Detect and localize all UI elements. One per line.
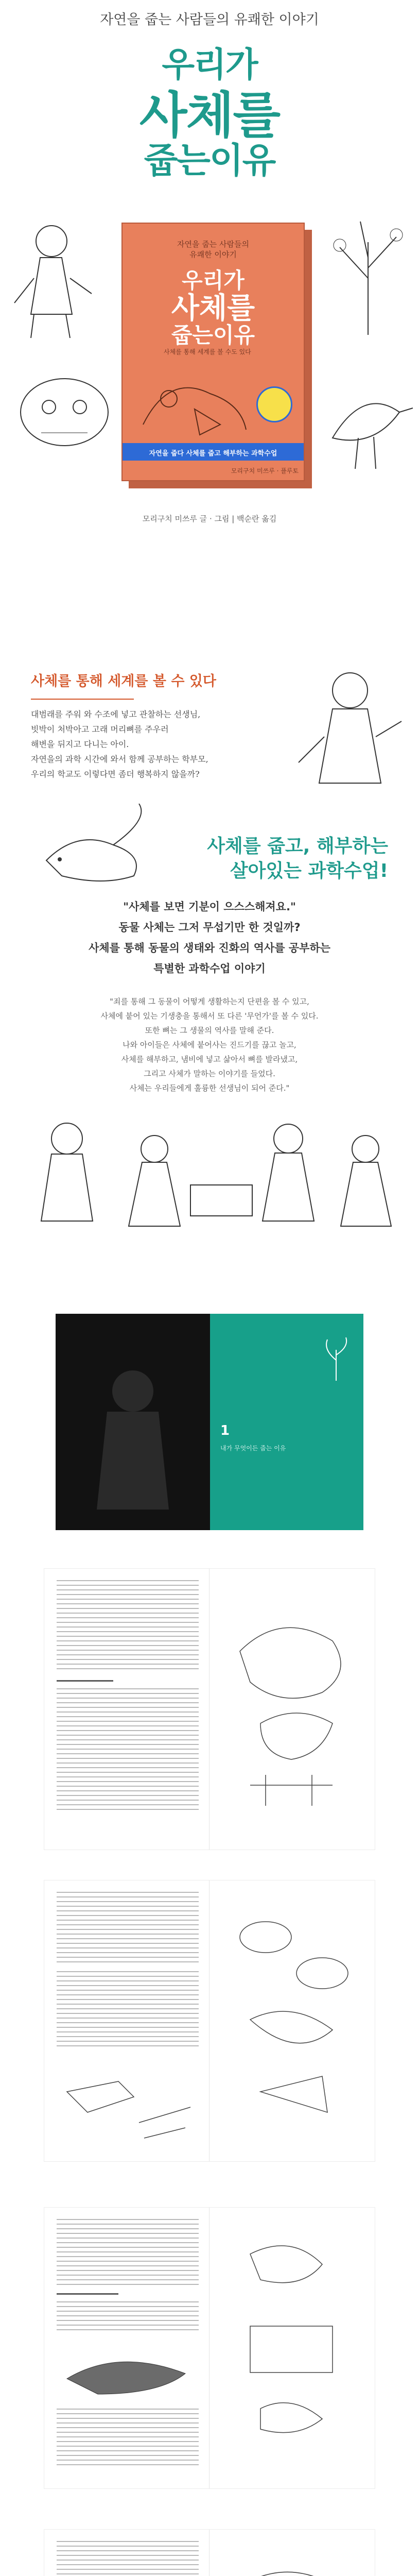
hero-title-line3: 줍는이유 xyxy=(144,141,275,181)
text-block xyxy=(57,1892,199,1964)
squirrel-sketch-illustration xyxy=(31,799,154,886)
hero-section xyxy=(0,0,419,654)
teacher-sketch-illustration xyxy=(288,659,412,814)
animal-skull-sketch xyxy=(10,355,118,474)
promo-paragraph-line: 그리고 사체가 말하는 이야기를 들었다. xyxy=(144,1069,275,1078)
chapter-number: 1 xyxy=(220,1423,230,1438)
book-spread-3 xyxy=(44,2208,375,2488)
intro-body-line: 해변을 뒤지고 다니는 아이. xyxy=(31,739,129,749)
child-silhouette-image xyxy=(56,1314,210,1530)
promo-title-line1: 사체를 줍고, 해부하는 xyxy=(207,836,388,857)
text-block xyxy=(57,2409,199,2465)
text-block xyxy=(57,2301,199,2332)
heading-underline xyxy=(31,699,134,700)
promo-paragraph-line: "죄를 통해 그 동물이 어떻게 생활하는지 단편을 볼 수 있고, xyxy=(110,997,309,1006)
hero-title-line2: 사체를 xyxy=(139,87,280,144)
child-sketch-illustration xyxy=(4,216,107,340)
text-block xyxy=(57,1688,199,1812)
skull-and-bone-drawings xyxy=(219,2223,363,2470)
author-credit: 모리구치 미쓰루 글 · 그림 | 백순란 옮김 xyxy=(142,514,277,523)
text-block xyxy=(57,2541,199,2576)
intro-body-line: 빗박이 처박아고 고래 머리뼈를 주우러 xyxy=(31,724,169,734)
book-spread-2 xyxy=(44,1880,375,2161)
book-cover xyxy=(121,223,305,481)
text-block xyxy=(57,1971,199,2048)
spread-gutter xyxy=(209,2530,210,2576)
spread-gutter xyxy=(209,1880,210,2161)
mole-drawing xyxy=(57,2343,201,2399)
book-cover-author: 모리구치 미쓰루 · 플루토 xyxy=(231,467,299,474)
promo-paragraph xyxy=(0,994,419,1095)
book-spread-1 xyxy=(44,1569,375,1850)
spread-gutter xyxy=(209,2208,210,2488)
intro-heading: 사체를 통해 세계를 볼 수 있다 xyxy=(31,673,216,689)
book-cover-subtitle xyxy=(123,239,304,260)
promo-title-line2: 살아있는 과학수업! xyxy=(230,860,388,882)
promo-paragraph-line: 사체는 우리들에게 훌륭한 선생님이 되어 준다." xyxy=(129,1083,290,1093)
book-spread-4 xyxy=(44,2530,375,2576)
book-cover-tagline: 사체를 통해 세계를 볼 수도 있다 xyxy=(164,348,251,355)
promo-quote-line3: 사체를 통해 동물의 생태와 진화의 역사를 공부하는 xyxy=(89,942,330,954)
chapter-title: 내가 무엇이든 줍는 이유 xyxy=(220,1445,286,1452)
book-cover-band: 자연을 줍다 사체를 줍고 해부하는 과학수업 xyxy=(149,450,277,457)
intro-body-line: 우리의 학교도 이렇다면 좀더 행복하지 않을까? xyxy=(31,769,200,779)
hero-title-line1: 우리가 xyxy=(162,45,257,84)
squirrel-anatomy-drawing xyxy=(219,1589,363,1816)
promo-paragraph-line: 나와 아이들은 사체에 붙어사는 진드기를 끊고 놀고, xyxy=(123,1040,296,1049)
children-sketch-row xyxy=(21,1103,398,1247)
promo-quote-line1: "사체를 보면 기분이 으스스해져요." xyxy=(123,901,296,913)
book-cover-title-line2: 사체를 xyxy=(171,292,255,325)
chapter-opener xyxy=(0,1303,419,1546)
bird-sketch-illustration xyxy=(312,350,415,479)
cover-illustration xyxy=(138,363,251,440)
book-cover-sticker xyxy=(256,386,292,422)
intro-body-line: 대범래를 주워 와 수조에 넣고 관찰하는 선생님, xyxy=(31,709,201,719)
plant-icon xyxy=(318,1334,354,1381)
hero-subtitle: 자연을 줍는 사람들의 유쾌한 이야기 xyxy=(100,12,319,28)
intro-body xyxy=(31,707,273,782)
book-cover-title-line3: 줍는이유 xyxy=(171,323,255,348)
animal-specimen-drawings xyxy=(219,1896,363,2143)
tree-sketch-illustration xyxy=(319,206,417,335)
intro-body-line: 자연을의 과학 시간에 와서 함께 공부하는 학부모, xyxy=(31,754,208,764)
book-cover-subtitle-line2: 유쾌한 이야기 xyxy=(189,250,237,259)
chapter-photo xyxy=(56,1314,210,1530)
spread-gutter xyxy=(209,1569,210,1850)
text-block xyxy=(57,1580,199,1673)
section-heading-bar xyxy=(57,2293,118,2295)
chapter-panel xyxy=(210,1314,363,1530)
skeleton-detail-drawings xyxy=(219,2545,363,2576)
promo-paragraph-line: 사체에 붙어 있는 기생충을 통해서 또 다른 '무언가'를 볼 수 있다. xyxy=(100,1011,319,1021)
promo-paragraph-line: 또한 뼈는 그 생물의 역사를 말해 준다. xyxy=(145,1026,274,1035)
book-cover-subtitle-line1: 자연을 줍는 사람들의 xyxy=(177,240,249,249)
promo-quote-line4: 특별한 과학수업 이야기 xyxy=(153,962,266,975)
book-cover-title-line1: 우리가 xyxy=(182,268,245,293)
section-heading-bar xyxy=(57,1680,113,1682)
skeleton-drawings xyxy=(57,2061,201,2148)
text-block xyxy=(57,2219,199,2286)
promo-quote-line2: 동물 사체는 그저 무섭기만 한 것일까? xyxy=(118,921,301,934)
promo-paragraph-line: 사체를 해부하고, 냄비에 넣고 삶아서 뼈를 발라냈고, xyxy=(121,1055,298,1064)
